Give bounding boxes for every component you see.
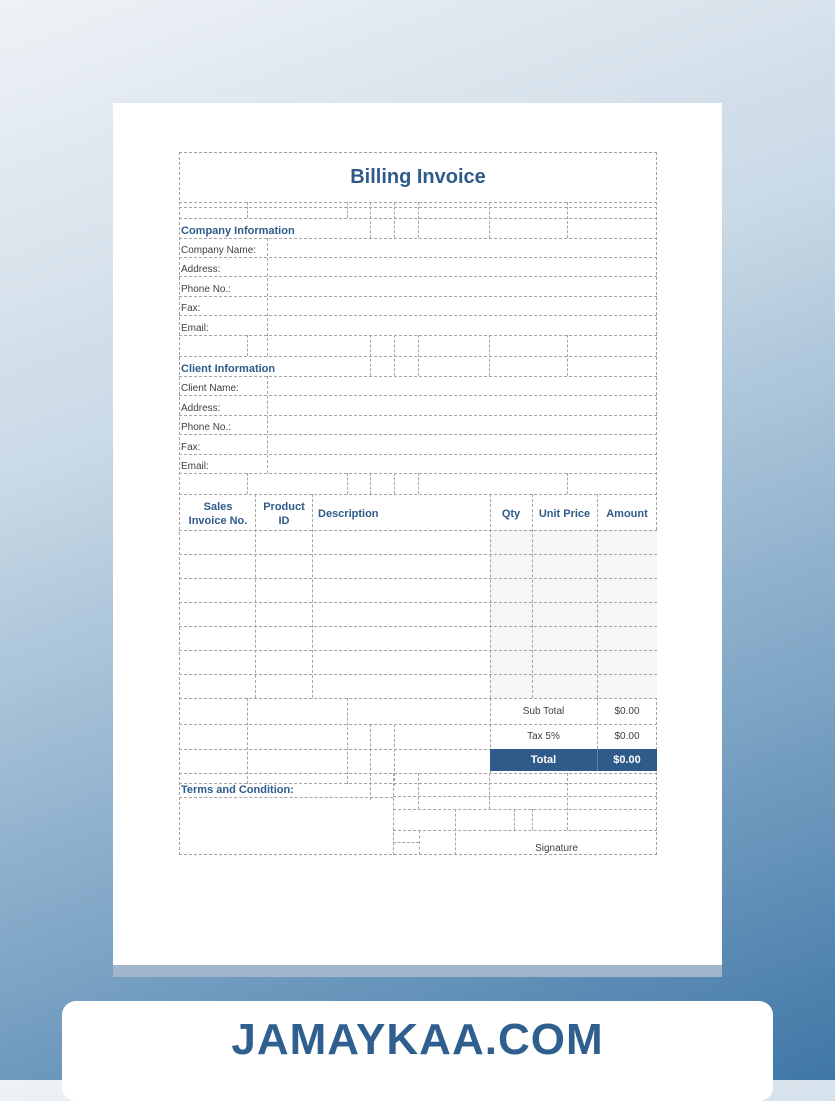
paper-shadow	[113, 965, 722, 977]
company-fax-label: Fax:	[181, 303, 201, 314]
client-name-label: Client Name:	[181, 383, 239, 394]
header-product-id: Product ID	[263, 501, 305, 527]
tax-value: $0.00	[614, 731, 640, 742]
client-phone-label: Phone No.:	[181, 422, 232, 433]
brand-banner	[62, 1001, 773, 1101]
terms-label: Terms and Condition:	[181, 784, 294, 796]
company-address-label: Address:	[181, 264, 221, 275]
table-shaded-columns	[490, 530, 657, 698]
total-label: Total	[530, 754, 557, 766]
invoice-title: Billing Invoice	[350, 166, 486, 188]
header-qty: Qty	[501, 508, 521, 520]
signature-label: Signature	[535, 843, 578, 854]
client-section-title: Client Information	[181, 363, 276, 375]
company-email-label: Email:	[181, 323, 209, 334]
header-unit-price: Unit Price	[538, 508, 591, 520]
header-sales-invoice: Sales Invoice No.	[188, 501, 248, 527]
company-name-label: Company Name:	[181, 245, 257, 256]
subtotal-value: $0.00	[614, 706, 640, 717]
tax-label: Tax 5%	[527, 731, 560, 742]
company-phone-label: Phone No.:	[181, 284, 232, 295]
invoice-sheet	[179, 152, 657, 855]
total-value: $0.00	[613, 754, 641, 766]
header-amount: Amount	[606, 508, 648, 520]
header-description: Description	[318, 508, 379, 520]
client-address-label: Address:	[181, 403, 221, 414]
client-fax-label: Fax:	[181, 442, 201, 453]
company-section-title: Company Information	[181, 225, 295, 237]
subtotal-label: Sub Total	[522, 706, 565, 717]
brand-name: JAMAYKAA.COM	[231, 1015, 604, 1064]
client-email-label: Email:	[181, 461, 209, 472]
